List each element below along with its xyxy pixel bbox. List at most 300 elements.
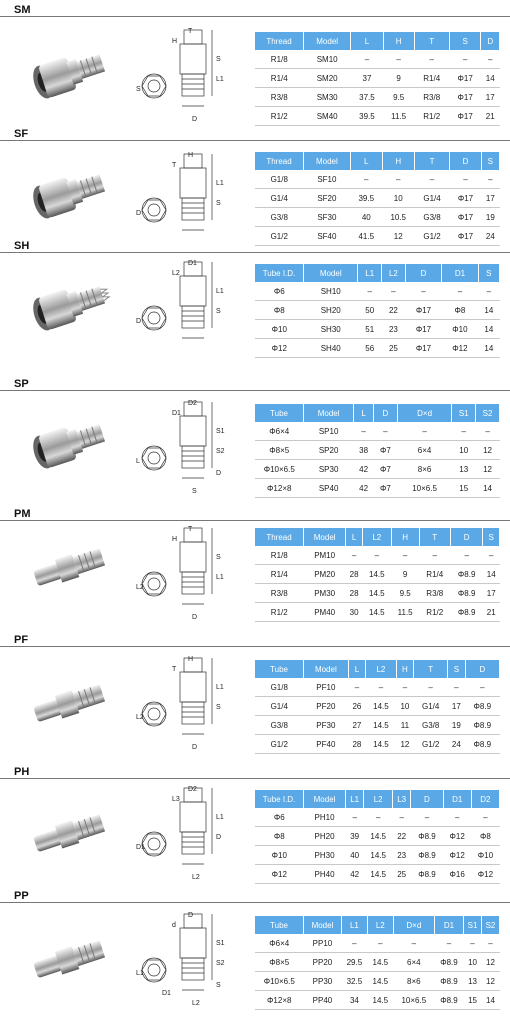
table-cell: 28: [348, 735, 365, 754]
table-cell: SH30: [304, 320, 358, 339]
table-cell: 25: [382, 339, 406, 358]
table-cell: –: [443, 808, 471, 827]
drawing-label: D: [192, 614, 198, 621]
drawing-label: d: [172, 922, 176, 929]
product-photo: [22, 40, 114, 108]
drawing-label: T: [188, 28, 193, 35]
column-header: Model: [304, 32, 351, 50]
table-cell: G1/8: [255, 170, 304, 189]
column-header: S: [449, 32, 481, 50]
table-cell: PM10: [304, 546, 346, 565]
table-cell: 11.5: [383, 107, 414, 126]
table-cell: 10: [452, 441, 476, 460]
table-cell: Φ10: [255, 320, 304, 339]
table-cell: SF40: [304, 227, 351, 246]
column-header: S2: [476, 404, 500, 422]
table-cell: Φ17: [449, 69, 481, 88]
table-cell: R1/8: [255, 546, 304, 565]
table-cell: 8×6: [397, 460, 451, 479]
table-cell: –: [450, 170, 481, 189]
table-cell: Φ10: [442, 320, 478, 339]
section-divider: [0, 902, 510, 903]
table-cell: 6×4: [393, 953, 434, 972]
table-cell: 14.5: [362, 584, 391, 603]
technical-drawing: [132, 394, 242, 494]
table-cell: Φ17: [449, 107, 481, 126]
product-photo: [22, 272, 114, 340]
table-header-row: [255, 404, 500, 422]
drawing-label: S: [216, 56, 221, 63]
column-header: T: [419, 528, 450, 546]
table-cell: 40: [346, 846, 364, 865]
table-cell: PP20: [304, 953, 342, 972]
table-header-row: [255, 264, 500, 282]
table-cell: PP40: [304, 991, 342, 1010]
table-cell: 10: [396, 697, 413, 716]
table-cell: 14: [478, 301, 499, 320]
table-cell: PP10: [304, 934, 342, 953]
table-cell: 17: [483, 584, 500, 603]
column-header: H: [382, 152, 414, 170]
table-row: [255, 69, 500, 88]
drawing-label: T: [188, 526, 193, 533]
table-cell: Φ8.9: [450, 584, 483, 603]
table-row: [255, 460, 500, 479]
table-cell: 14.5: [364, 846, 393, 865]
column-header: L2: [382, 264, 406, 282]
table-cell: Φ8.9: [465, 735, 499, 754]
table-cell: –: [354, 422, 374, 441]
table-cell: PP30: [304, 972, 342, 991]
table-cell: G1/2: [414, 735, 448, 754]
table-cell: PH20: [304, 827, 346, 846]
drawing-label: S: [216, 308, 221, 315]
technical-drawing: [132, 650, 242, 750]
table-row: [255, 189, 500, 208]
table-cell: 30: [346, 603, 363, 622]
drawing-label: D: [216, 470, 222, 477]
table-cell: 27: [348, 716, 365, 735]
table-cell: 14.5: [367, 991, 393, 1010]
table-cell: –: [442, 282, 478, 301]
column-header: Model: [304, 404, 354, 422]
section-divider: [0, 646, 510, 647]
table-cell: 12: [476, 460, 500, 479]
column-header: Model: [304, 152, 351, 170]
table-row: [255, 88, 500, 107]
table-cell: 11: [396, 716, 413, 735]
column-header: H: [383, 32, 414, 50]
table-row: [255, 846, 500, 865]
table-row: [255, 320, 500, 339]
column-header: D: [481, 32, 500, 50]
table-row: [255, 422, 500, 441]
table-cell: Φ12×8: [255, 991, 304, 1010]
table-row: [255, 50, 500, 69]
table-cell: 14.5: [366, 735, 397, 754]
table-cell: R3/8: [255, 88, 304, 107]
table-cell: PM40: [304, 603, 346, 622]
drawing-label: L1: [216, 684, 224, 691]
table-cell: –: [419, 546, 450, 565]
table-cell: Φ8.9: [434, 991, 463, 1010]
column-header: T: [414, 660, 448, 678]
drawing-label: S2: [216, 960, 225, 967]
table-cell: –: [383, 50, 414, 69]
spec-table: [255, 528, 500, 622]
table-cell: 24: [448, 735, 465, 754]
table-row: [255, 972, 500, 991]
table-cell: 14: [478, 339, 499, 358]
column-header: D1: [442, 264, 478, 282]
table-cell: 14.5: [366, 716, 397, 735]
table-cell: G1/2: [414, 227, 450, 246]
table-cell: 14.5: [367, 972, 393, 991]
column-header: D: [465, 660, 499, 678]
column-header: L1: [346, 790, 364, 808]
table-cell: 12: [482, 972, 500, 991]
table-cell: 25: [393, 865, 411, 884]
table-cell: Φ7: [373, 479, 397, 498]
table-cell: Φ17: [405, 339, 441, 358]
column-header: S: [481, 152, 499, 170]
table-cell: Φ8.9: [465, 716, 499, 735]
table-cell: R3/8: [419, 584, 450, 603]
table-cell: –: [350, 170, 382, 189]
drawing-label: L3: [172, 796, 180, 803]
column-header: L3: [393, 790, 411, 808]
column-header: Thread: [255, 152, 304, 170]
table-cell: PH10: [304, 808, 346, 827]
table-cell: R1/2: [419, 603, 450, 622]
table-cell: 34: [341, 991, 367, 1010]
drawing-label: S: [216, 982, 221, 989]
column-header: S: [483, 528, 500, 546]
spec-table: [255, 152, 500, 246]
spec-table: [255, 404, 500, 498]
drawing-label: H: [172, 536, 178, 543]
table-cell: Φ8.9: [411, 865, 443, 884]
drawing-label: S1: [216, 940, 225, 947]
column-header: D2: [471, 790, 499, 808]
table-cell: Φ6×4: [255, 934, 304, 953]
section-divider: [0, 390, 510, 391]
table-cell: Φ8.9: [411, 846, 443, 865]
column-header: Model: [304, 790, 346, 808]
table-cell: –: [393, 934, 434, 953]
table-row: [255, 107, 500, 126]
technical-drawing: [132, 254, 242, 354]
table-cell: –: [482, 934, 500, 953]
table-cell: R1/4: [419, 565, 450, 584]
column-header: D: [373, 404, 397, 422]
table-cell: Φ8.9: [465, 697, 499, 716]
column-header: Thread: [255, 32, 304, 50]
table-cell: 8×6: [393, 972, 434, 991]
product-photo: [22, 160, 114, 228]
table-cell: Φ16: [443, 865, 471, 884]
section-title: SH: [14, 240, 30, 252]
table-cell: Φ8: [442, 301, 478, 320]
table-cell: 12: [396, 735, 413, 754]
section-title: PH: [14, 766, 30, 778]
table-cell: SH20: [304, 301, 358, 320]
table-row: [255, 227, 500, 246]
table-cell: 42: [354, 479, 374, 498]
table-cell: 37.5: [351, 88, 383, 107]
column-header: Tube: [255, 916, 304, 934]
table-cell: –: [464, 934, 482, 953]
section-divider: [0, 252, 510, 253]
table-cell: R1/4: [414, 69, 449, 88]
table-cell: G1/2: [255, 735, 304, 754]
table-cell: –: [382, 282, 406, 301]
table-cell: 23: [382, 320, 406, 339]
table-row: [255, 301, 500, 320]
table-cell: Φ8×5: [255, 953, 304, 972]
table-header-row: [255, 790, 500, 808]
table-cell: –: [396, 678, 413, 697]
table-cell: R3/8: [414, 88, 449, 107]
table-cell: 14: [481, 69, 500, 88]
table-cell: Φ8.9: [450, 603, 483, 622]
table-cell: SP40: [304, 479, 354, 498]
table-cell: Φ8: [255, 827, 304, 846]
table-cell: –: [373, 422, 397, 441]
table-cell: –: [478, 282, 499, 301]
table-cell: –: [448, 678, 465, 697]
drawing-label: S: [192, 488, 197, 495]
table-cell: Φ8.9: [450, 565, 483, 584]
table-cell: –: [481, 50, 500, 69]
column-header: D1: [434, 916, 463, 934]
table-cell: –: [414, 50, 449, 69]
table-row: [255, 603, 500, 622]
drawing-label: L2: [192, 874, 200, 881]
table-cell: R1/2: [255, 107, 304, 126]
table-cell: SF30: [304, 208, 351, 227]
table-cell: 42: [354, 460, 374, 479]
table-cell: –: [382, 170, 414, 189]
drawing-label: S2: [216, 448, 225, 455]
table-cell: 14.5: [362, 603, 391, 622]
table-cell: –: [366, 678, 397, 697]
drawing-label: H: [172, 38, 178, 45]
drawing-label: L2: [136, 714, 144, 721]
column-header: Model: [304, 264, 358, 282]
drawing-label: D: [136, 318, 142, 325]
column-header: L2: [367, 916, 393, 934]
drawing-label: L: [136, 458, 140, 465]
table-cell: SP20: [304, 441, 354, 460]
table-cell: 13: [464, 972, 482, 991]
table-row: [255, 716, 500, 735]
table-cell: G3/8: [255, 208, 304, 227]
table-row: [255, 991, 500, 1010]
column-header: D×d: [393, 916, 434, 934]
table-cell: 38: [354, 441, 374, 460]
table-cell: –: [341, 934, 367, 953]
table-cell: 39: [346, 827, 364, 846]
table-cell: –: [481, 170, 499, 189]
section-title: PF: [14, 634, 29, 646]
drawing-label: L1: [216, 180, 224, 187]
table-cell: –: [483, 546, 500, 565]
table-cell: 19: [481, 208, 499, 227]
table-cell: PM30: [304, 584, 346, 603]
column-header: T: [414, 32, 449, 50]
column-header: L: [346, 528, 363, 546]
column-header: D: [411, 790, 443, 808]
table-cell: PH30: [304, 846, 346, 865]
table-cell: G3/8: [414, 716, 448, 735]
drawing-label: L1: [216, 574, 224, 581]
table-cell: –: [397, 422, 451, 441]
table-cell: 14.5: [367, 953, 393, 972]
table-cell: R1/2: [255, 603, 304, 622]
table-cell: G1/4: [414, 189, 450, 208]
column-header: L: [354, 404, 374, 422]
section-divider: [0, 140, 510, 141]
table-cell: PH40: [304, 865, 346, 884]
table-cell: Φ17: [405, 320, 441, 339]
drawing-label: S: [136, 86, 141, 93]
table-cell: 14.5: [362, 565, 391, 584]
drawing-label: S: [216, 704, 221, 711]
table-cell: Φ6: [255, 808, 304, 827]
table-cell: 37: [351, 69, 383, 88]
table-cell: PM20: [304, 565, 346, 584]
table-cell: Φ17: [450, 208, 481, 227]
table-cell: G3/8: [255, 716, 304, 735]
technical-drawing: [132, 780, 242, 880]
table-cell: Φ12: [443, 846, 471, 865]
column-header: S2: [482, 916, 500, 934]
column-header: D: [450, 152, 481, 170]
column-header: H: [391, 528, 419, 546]
table-cell: 29.5: [341, 953, 367, 972]
spec-table: [255, 32, 500, 126]
table-cell: Φ17: [450, 227, 481, 246]
table-row: [255, 565, 500, 584]
table-cell: G1/2: [255, 227, 304, 246]
table-cell: 9: [383, 69, 414, 88]
table-header-row: [255, 32, 500, 50]
table-cell: Φ10×6.5: [255, 972, 304, 991]
table-cell: Φ17: [405, 301, 441, 320]
table-row: [255, 697, 500, 716]
drawing-label: S: [216, 554, 221, 561]
table-cell: 40: [350, 208, 382, 227]
column-header: Model: [304, 660, 349, 678]
table-cell: 21: [481, 107, 500, 126]
table-cell: R1/4: [255, 565, 304, 584]
table-cell: Φ10×6.5: [255, 460, 304, 479]
table-cell: 56: [358, 339, 382, 358]
column-header: Model: [304, 528, 346, 546]
column-header: L2: [362, 528, 391, 546]
table-cell: Φ8: [471, 827, 499, 846]
drawing-label: L1: [216, 814, 224, 821]
table-cell: –: [364, 808, 393, 827]
table-cell: 14: [482, 991, 500, 1010]
table-cell: 21: [483, 603, 500, 622]
column-header: L1: [358, 264, 382, 282]
column-header: L: [348, 660, 365, 678]
drawing-label: D1: [136, 844, 145, 851]
spec-table: [255, 790, 500, 884]
technical-drawing: [132, 146, 242, 246]
table-cell: SF10: [304, 170, 351, 189]
table-cell: 14: [483, 565, 500, 584]
table-cell: –: [414, 170, 450, 189]
column-header: L: [350, 152, 382, 170]
table-cell: Φ10: [471, 846, 499, 865]
table-header-row: [255, 660, 500, 678]
table-cell: Φ6×4: [255, 422, 304, 441]
table-cell: 39.5: [350, 189, 382, 208]
table-cell: SH40: [304, 339, 358, 358]
table-cell: –: [367, 934, 393, 953]
product-photo: [22, 800, 114, 868]
table-row: [255, 865, 500, 884]
column-header: L1: [341, 916, 367, 934]
table-cell: –: [362, 546, 391, 565]
technical-drawing: [132, 520, 242, 620]
table-cell: 32.5: [341, 972, 367, 991]
drawing-label: H: [188, 656, 194, 663]
table-cell: –: [411, 808, 443, 827]
table-cell: 22: [382, 301, 406, 320]
table-cell: 10×6.5: [397, 479, 451, 498]
table-cell: Φ8.9: [434, 972, 463, 991]
column-header: L2: [364, 790, 393, 808]
table-cell: 11.5: [391, 603, 419, 622]
table-cell: 41.5: [350, 227, 382, 246]
table-cell: Φ6: [255, 282, 304, 301]
table-cell: –: [346, 808, 364, 827]
table-cell: G3/8: [414, 208, 450, 227]
table-cell: 17: [481, 88, 500, 107]
column-header: D1: [443, 790, 471, 808]
table-cell: SF20: [304, 189, 351, 208]
table-cell: G1/8: [255, 678, 304, 697]
technical-drawing: [132, 22, 242, 122]
column-header: H: [396, 660, 413, 678]
table-cell: –: [358, 282, 382, 301]
table-row: [255, 479, 500, 498]
table-cell: 9.5: [383, 88, 414, 107]
table-header-row: [255, 528, 500, 546]
table-cell: G1/4: [414, 697, 448, 716]
table-cell: 10: [464, 953, 482, 972]
table-cell: Φ10: [255, 846, 304, 865]
table-row: [255, 735, 500, 754]
table-cell: Φ17: [449, 88, 481, 107]
table-cell: PF20: [304, 697, 349, 716]
table-cell: –: [405, 282, 441, 301]
section-title: PP: [14, 890, 29, 902]
table-cell: Φ8.9: [411, 827, 443, 846]
product-photo: [22, 670, 114, 738]
table-cell: 24: [481, 227, 499, 246]
table-cell: SH10: [304, 282, 358, 301]
spec-table: [255, 916, 500, 1010]
table-cell: Φ12: [255, 339, 304, 358]
drawing-label: L1: [216, 76, 224, 83]
drawing-label: T: [172, 666, 177, 673]
table-cell: Φ7: [373, 441, 397, 460]
